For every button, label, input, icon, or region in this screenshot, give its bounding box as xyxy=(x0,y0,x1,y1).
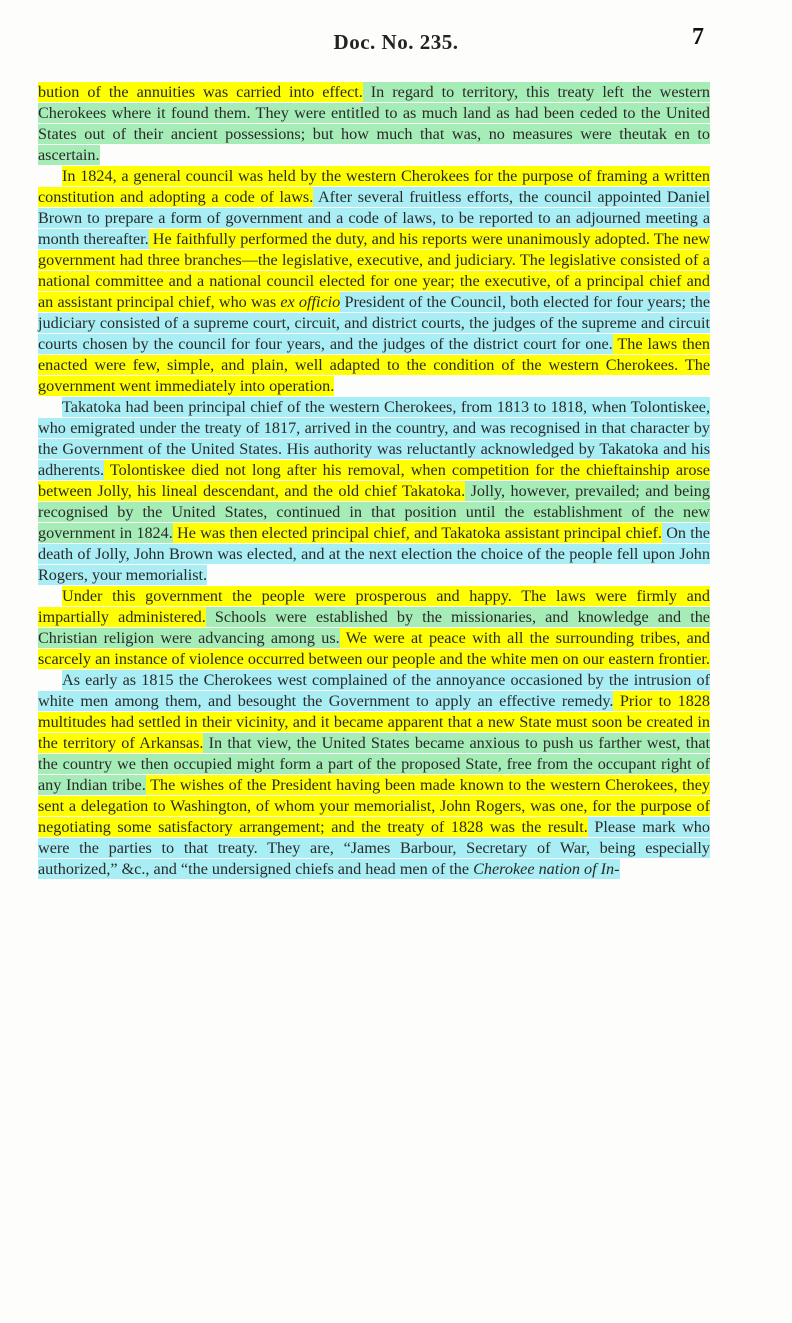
highlighted-sentence: In regard to territory, this treaty left the western Cherokees where it found them. They were entitled to as much land as had been ceded to the United States out of their ancient possessions; but how much that was, no measures were theutak en to ascertain. xyxy=(38,83,710,164)
paragraph xyxy=(38,397,710,586)
highlighted-sentence: He faithfully performed the duty, and his reports were unanimously adopted. xyxy=(148,230,650,248)
highlighted-sentence: In that view, the United States became anxious to push us farther west, that the country we then occupied might form a part of the proposed State, free from the occupant right of any Indian tribe. xyxy=(38,734,710,794)
page-number: 7 xyxy=(692,24,704,50)
highlighted-sentence: The legislative consisted of a national committee and a national council elected for one year; the executive, of a principal chief and an assistant principal chief, who was xyxy=(38,251,710,311)
highlighted-sentence: Prior to 1828 multitudes had settled in their vicinity, and it became apparent that a new State must soon be created in the territory of Arkansas. xyxy=(38,692,711,752)
document-title: Doc. No. 235. xyxy=(333,30,459,54)
highlighted-sentence: Tolontiskee died not long after his removal, when competition for the chieftainship arose between Jolly, his lineal descendant, and the old chief Takatoka. xyxy=(38,461,710,500)
highlighted-sentence: As early as 1815 the Cherokees west complained of the annoyance occasioned by the intrusion of white men among them, and besought the Government to apply an effective remedy. xyxy=(38,671,710,710)
highlighted-sentence: He was then elected principal chief, and Takatoka assistant principal chief. xyxy=(172,524,662,542)
highlighted-sentence: The wishes of the President having been made known to the western Cherokees, they sent a delegation to Washington, of whom your memorialist, John Rogers, was one, for the purpose of negotiating some satisfactory arrangement; and the treaty of 1828 was the result. xyxy=(38,776,711,836)
highlighted-sentence: The new government had three branches—the legislative, executive, and judiciary. xyxy=(38,230,710,269)
paragraph xyxy=(38,586,710,670)
paragraph xyxy=(38,82,710,166)
highlighted-sentence: On the death of Jolly, John Brown was elected, and at the next election the choice of the people fell upon John Rogers, your memorialist. xyxy=(38,524,710,584)
highlighted-sentence: bution of the annuities was carried into effect. xyxy=(38,83,363,101)
paragraph xyxy=(38,166,710,397)
highlighted-sentence: After several fruitless efforts, the council appointed Daniel Brown to prepare a form of government and a code of laws, to be reported to an adjourned meeting a month thereafter. xyxy=(38,188,711,248)
highlighted-sentence: Under this government the people were prosperous and happy. The laws were firmly and impartially administered. xyxy=(38,587,710,626)
highlighted-sentence: Please mark who were the parties to that treaty. They are, “James Barbour, Secretary of War, being especially authorized,” &c., and “the undersigned chiefs and head men of the xyxy=(38,818,710,878)
highlighted-sentence: ex officio xyxy=(280,293,341,311)
highlighted-sentence: Takatoka had been principal chief of the western Cherokees, from 1813 to 1818, when Tolontiskee, who emigrated under the treaty of 1817, arrived in the country, and was recognised in that character by the Government of the United States. xyxy=(38,398,710,458)
highlighted-sentence: Jolly, however, prevailed; and being recognised by the United States, continued in that position until the establishment of the new government in 1824. xyxy=(38,482,710,542)
paragraph xyxy=(38,670,710,880)
highlighted-sentence: We were at peace with all the surrounding tribes, and scarcely an instance of violence occurred between our people and the white men on our eastern frontier. xyxy=(38,629,710,668)
highlighted-sentence: His authority was reluctantly acknowledged by Takatoka and his adherents. xyxy=(38,440,710,479)
highlighted-sentence: Cherokee nation of In- xyxy=(473,860,620,878)
highlighted-sentence: The government went immediately into operation. xyxy=(38,356,710,395)
document-body xyxy=(38,82,710,880)
highlighted-sentence: Schools were established by the missionaries, and knowledge and the Christian religion were advancing among us. xyxy=(38,608,710,647)
highlighted-sentence: President of the Council, both elected for four years; the judiciary consisted of a supreme court, circuit, and district courts, the judges of the supreme and circuit courts chosen by the council for four years, and the judges of the district court for one. xyxy=(38,293,710,353)
highlighted-sentence: In 1824, a general council was held by the western Cherokees for the purpose of framing a written constitution and adopting a code of laws. xyxy=(38,167,710,206)
highlighted-sentence: The laws then enacted were few, simple, and plain, well adapted to the condition of the western Cherokees. xyxy=(38,335,710,374)
